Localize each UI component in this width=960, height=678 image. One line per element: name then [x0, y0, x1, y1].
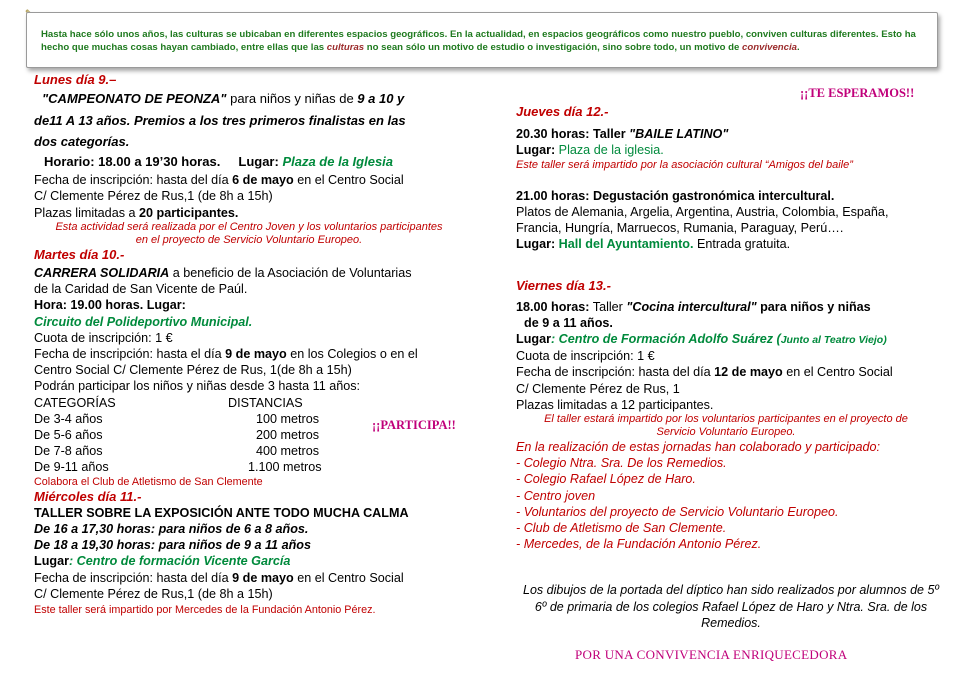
intro-convivencia: convivencia: [742, 42, 797, 53]
viernes-direccion: C/ Clemente Pérez de Rus, 1: [516, 381, 680, 396]
martes-title: Martes día 10.-: [34, 246, 125, 262]
categoria-name: De 9-11 años: [34, 460, 109, 475]
intro-banner: [26, 12, 938, 68]
lunes-fecha-c: en el Centro Social: [293, 173, 404, 188]
miercoles-fecha: [34, 570, 464, 586]
miercoles-lugar: : Centro de formación Vicente García: [68, 554, 291, 569]
viernes-taller: [516, 299, 936, 315]
lunes-fecha-a: Fecha de inscripción: hasta del día: [34, 173, 233, 188]
miercoles-title: Miércoles día 11.-: [34, 488, 142, 504]
jueves-taller-a: 20.30 horas: Taller: [516, 127, 630, 142]
viernes-lugar: : Centro de Formación Adolfo Suárez (: [550, 332, 781, 347]
colaborador-item: - Colegio Ntra. Sra. De los Remedios.: [516, 456, 727, 471]
viernes-fecha-c: en el Centro Social: [782, 365, 893, 380]
carrera-line1: [34, 265, 464, 281]
miercoles-lugar-row: [34, 553, 464, 569]
categoria-distance: 200 metros: [256, 428, 319, 443]
jueves-degustacion: 21.00 horas: Degustación gastronómica intercultural.: [516, 188, 835, 203]
intro-text: [41, 28, 927, 54]
carrera-line2: de la Caridad de San Vicente de Paúl.: [34, 282, 248, 297]
martes-fecha: [34, 346, 464, 362]
campeonato-text: para niños y niñas de: [226, 91, 358, 107]
colaboradores-intro: En la realización de estas jornadas han colaborado y participado:: [516, 440, 881, 455]
carrera-title: CARRERA SOLIDARIA: [34, 266, 170, 281]
colaborador-item: - Colegio Rafael López de Haro.: [516, 472, 696, 487]
viernes-taller-line2: de 9 a 11 años.: [524, 315, 613, 330]
jueves-lugar2-label: Lugar:: [516, 237, 556, 252]
colaborador-item: - Mercedes, de la Fundación Antonio Pérez.: [516, 537, 762, 552]
miercoles-direccion: C/ Clemente Pérez de Rus,1 (de 8h a 15h): [34, 586, 273, 601]
viernes-fecha: [516, 364, 936, 380]
participa-label: ¡¡PARTICIPA!!: [372, 418, 456, 432]
lunes-lugar: Plaza de la Iglesia: [282, 154, 394, 170]
categoria-distance: 100 metros: [256, 411, 319, 426]
lunes-fecha-b: 6 de mayo: [232, 173, 294, 188]
col-categorias: CATEGORÍAS: [34, 395, 116, 410]
viernes-taller-c: "Cocina intercultural": [626, 299, 757, 314]
jueves-entrada: Entrada gratuita.: [693, 237, 791, 252]
jueves-lugar2-row: [516, 236, 936, 252]
miercoles-grupo1: De 16 a 17,30 horas: para niños de 6 a 8 años.: [34, 522, 309, 537]
dibujos-note: Los dibujos de la portada del díptico han sido realizados por alumnos de 5º 6º de primaria de los colegios Rafael López de Haro y Ntra. Sra. de los Remedios.: [523, 583, 939, 630]
jueves-taller: [516, 126, 936, 142]
viernes-title: Viernes día 13.-: [516, 278, 611, 294]
footer-slogan: POR UNA CONVIVENCIA ENRIQUECEDORA: [575, 647, 848, 662]
right-column: [516, 104, 936, 552]
jueves-platos: Platos de Alemania, Argelia, Argentina, Austria, Colombia, España, Francia, Hungría, Marruecos, Rumania, Paraguay, Perú….: [516, 204, 889, 236]
categoria-row: [34, 443, 464, 459]
lunes-horario-row: [34, 152, 464, 172]
martes-cuota: Cuota de inscripción: 1 €: [34, 330, 173, 345]
categoria-name: De 7-8 años: [34, 444, 103, 459]
viernes-fecha-b: 12 de mayo: [714, 365, 783, 380]
viernes-plazas: Plazas limitadas a 12 participantes.: [516, 397, 714, 412]
intro-text-part2: no sean sólo un motivo de estudio o investigación, sino sobre todo, un motivo de: [364, 42, 743, 53]
jueves-title: Jueves día 12.-: [516, 104, 609, 119]
colaborador-item: - Club de Atletismo de San Clemente.: [516, 521, 727, 536]
miercoles-fecha-a: Fecha de inscripción: hasta del día: [34, 570, 233, 585]
martes-fecha-c: en los Colegios o en el: [286, 347, 418, 362]
intro-culturas: culturas: [326, 42, 365, 53]
campeonato-title: "CAMPEONATO DE PEONZA": [42, 91, 227, 107]
miercoles-fecha-b: 9 de mayo: [232, 570, 294, 585]
jueves-nota: Este taller será impartido por la asociación cultural “Amigos del baile”: [516, 158, 853, 171]
miercoles-grupo2: De 18 a 19,30 horas: para niños de 9 a 11 años: [34, 538, 311, 553]
viernes-taller-d: para niños y niñas: [756, 299, 871, 314]
martes-hora: Hora: 19.00 horas. Lugar:: [34, 298, 186, 313]
martes-fecha-line2: Centro Social C/ Clemente Pérez de Rus, 1(de 8h a 15h): [34, 363, 352, 378]
categoria-distance: 1.100 metros: [248, 460, 322, 475]
jueves-lugar: Plaza de la iglesia.: [555, 143, 664, 158]
viernes-lugar-label: Lugar: [516, 332, 551, 347]
viernes-fecha-a: Fecha de inscripción: hasta del día: [516, 365, 715, 380]
lunes-plazas: [34, 205, 464, 221]
martes-podran: Podrán participar los niños y niñas desde 3 hasta 11 años:: [34, 379, 361, 394]
martes-lugar: Circuito del Polideportivo Municipal.: [34, 314, 253, 329]
martes-fecha-b: 9 de mayo: [225, 347, 287, 362]
martes-fecha-a: Fecha de inscripción: hasta el día: [34, 347, 226, 362]
categoria-distance: 400 metros: [256, 444, 319, 459]
viernes-lugar-row: [516, 331, 936, 348]
categoria-name: De 5-6 años: [34, 428, 103, 443]
lunes-horario: Horario: 18.00 a 19’30 horas.: [44, 154, 221, 170]
colaborador-item: - Voluntarios del proyecto de Servicio Voluntario Europeo.: [516, 504, 839, 519]
miercoles-lugar-label: Lugar: [34, 554, 69, 569]
intro-text-part1: Hasta hace sólo unos años, las culturas se ubicaban en diferentes espacios geográficos. En la actualidad, en espacios geográficos como nuestro pueblo, conviven culturas diferentes. Esto ha hecho que muchas cosas hayan cambiado, entre ellas que las: [41, 29, 916, 53]
viernes-taller-b: Taller: [589, 299, 627, 314]
viernes-cuota: Cuota de inscripción: 1 €: [516, 349, 655, 364]
lunes-nota: Esta actividad será realizada por el Centro Joven y los voluntarios participantes en el proyecto de Servicio Voluntario Europeo.: [55, 220, 443, 246]
jueves-lugar-label: Lugar:: [516, 143, 556, 158]
miercoles-fecha-c: en el Centro Social: [293, 570, 404, 585]
martes-colabora: Colabora el Club de Atletismo de San Clemente: [34, 475, 263, 488]
campeonato-block: [34, 88, 464, 110]
categoria-name: De 3-4 años: [34, 411, 103, 426]
intro-text-part3: .: [796, 42, 800, 53]
col-distancias: DISTANCIAS: [228, 395, 303, 410]
viernes-taller-a: 18.00 horas:: [516, 299, 590, 314]
miercoles-taller: TALLER SOBRE LA EXPOSICIÓN ANTE TODO MUCHA CALMA: [34, 505, 409, 520]
campeonato-line3: dos categorías.: [34, 134, 130, 150]
lunes-fecha: [34, 172, 464, 188]
categorias-header: [34, 395, 464, 411]
campeonato-ages: 9 a 10 y: [357, 91, 405, 107]
left-column: [34, 72, 464, 617]
colaborador-item: - Centro joven: [516, 488, 596, 503]
jueves-lugar-row: [516, 142, 936, 158]
jueves-lugar2: Hall del Ayuntamiento.: [555, 237, 694, 252]
esperamos-label: ¡¡TE ESPERAMOS!!: [800, 86, 915, 100]
categoria-row: [34, 459, 464, 475]
miercoles-nota: Este taller será impartido por Mercedes de la Fundación Antonio Pérez.: [34, 604, 376, 617]
viernes-nota: El taller estará impartido por los voluntarios participantes en el proyecto de Servicio Voluntario Europeo.: [544, 413, 908, 439]
lunes-title: Lunes día 9.–: [34, 72, 117, 87]
jueves-taller-b: "BAILE LATINO": [629, 127, 729, 142]
viernes-lugar-small: Junto al Teatro Viejo): [780, 334, 887, 347]
lunes-lugar-label: Lugar:: [238, 154, 279, 170]
carrera-text: a beneficio de la Asociación de Voluntarias: [169, 266, 412, 281]
lunes-plazas-b: 20 participantes.: [139, 205, 239, 220]
lunes-direccion: C/ Clemente Pérez de Rus,1 (de 8h a 15h): [34, 189, 273, 204]
lunes-plazas-a: Plazas limitadas a: [34, 205, 139, 220]
campeonato-line2: de11 A 13 años. Premios a los tres primeros finalistas en las: [34, 113, 406, 129]
